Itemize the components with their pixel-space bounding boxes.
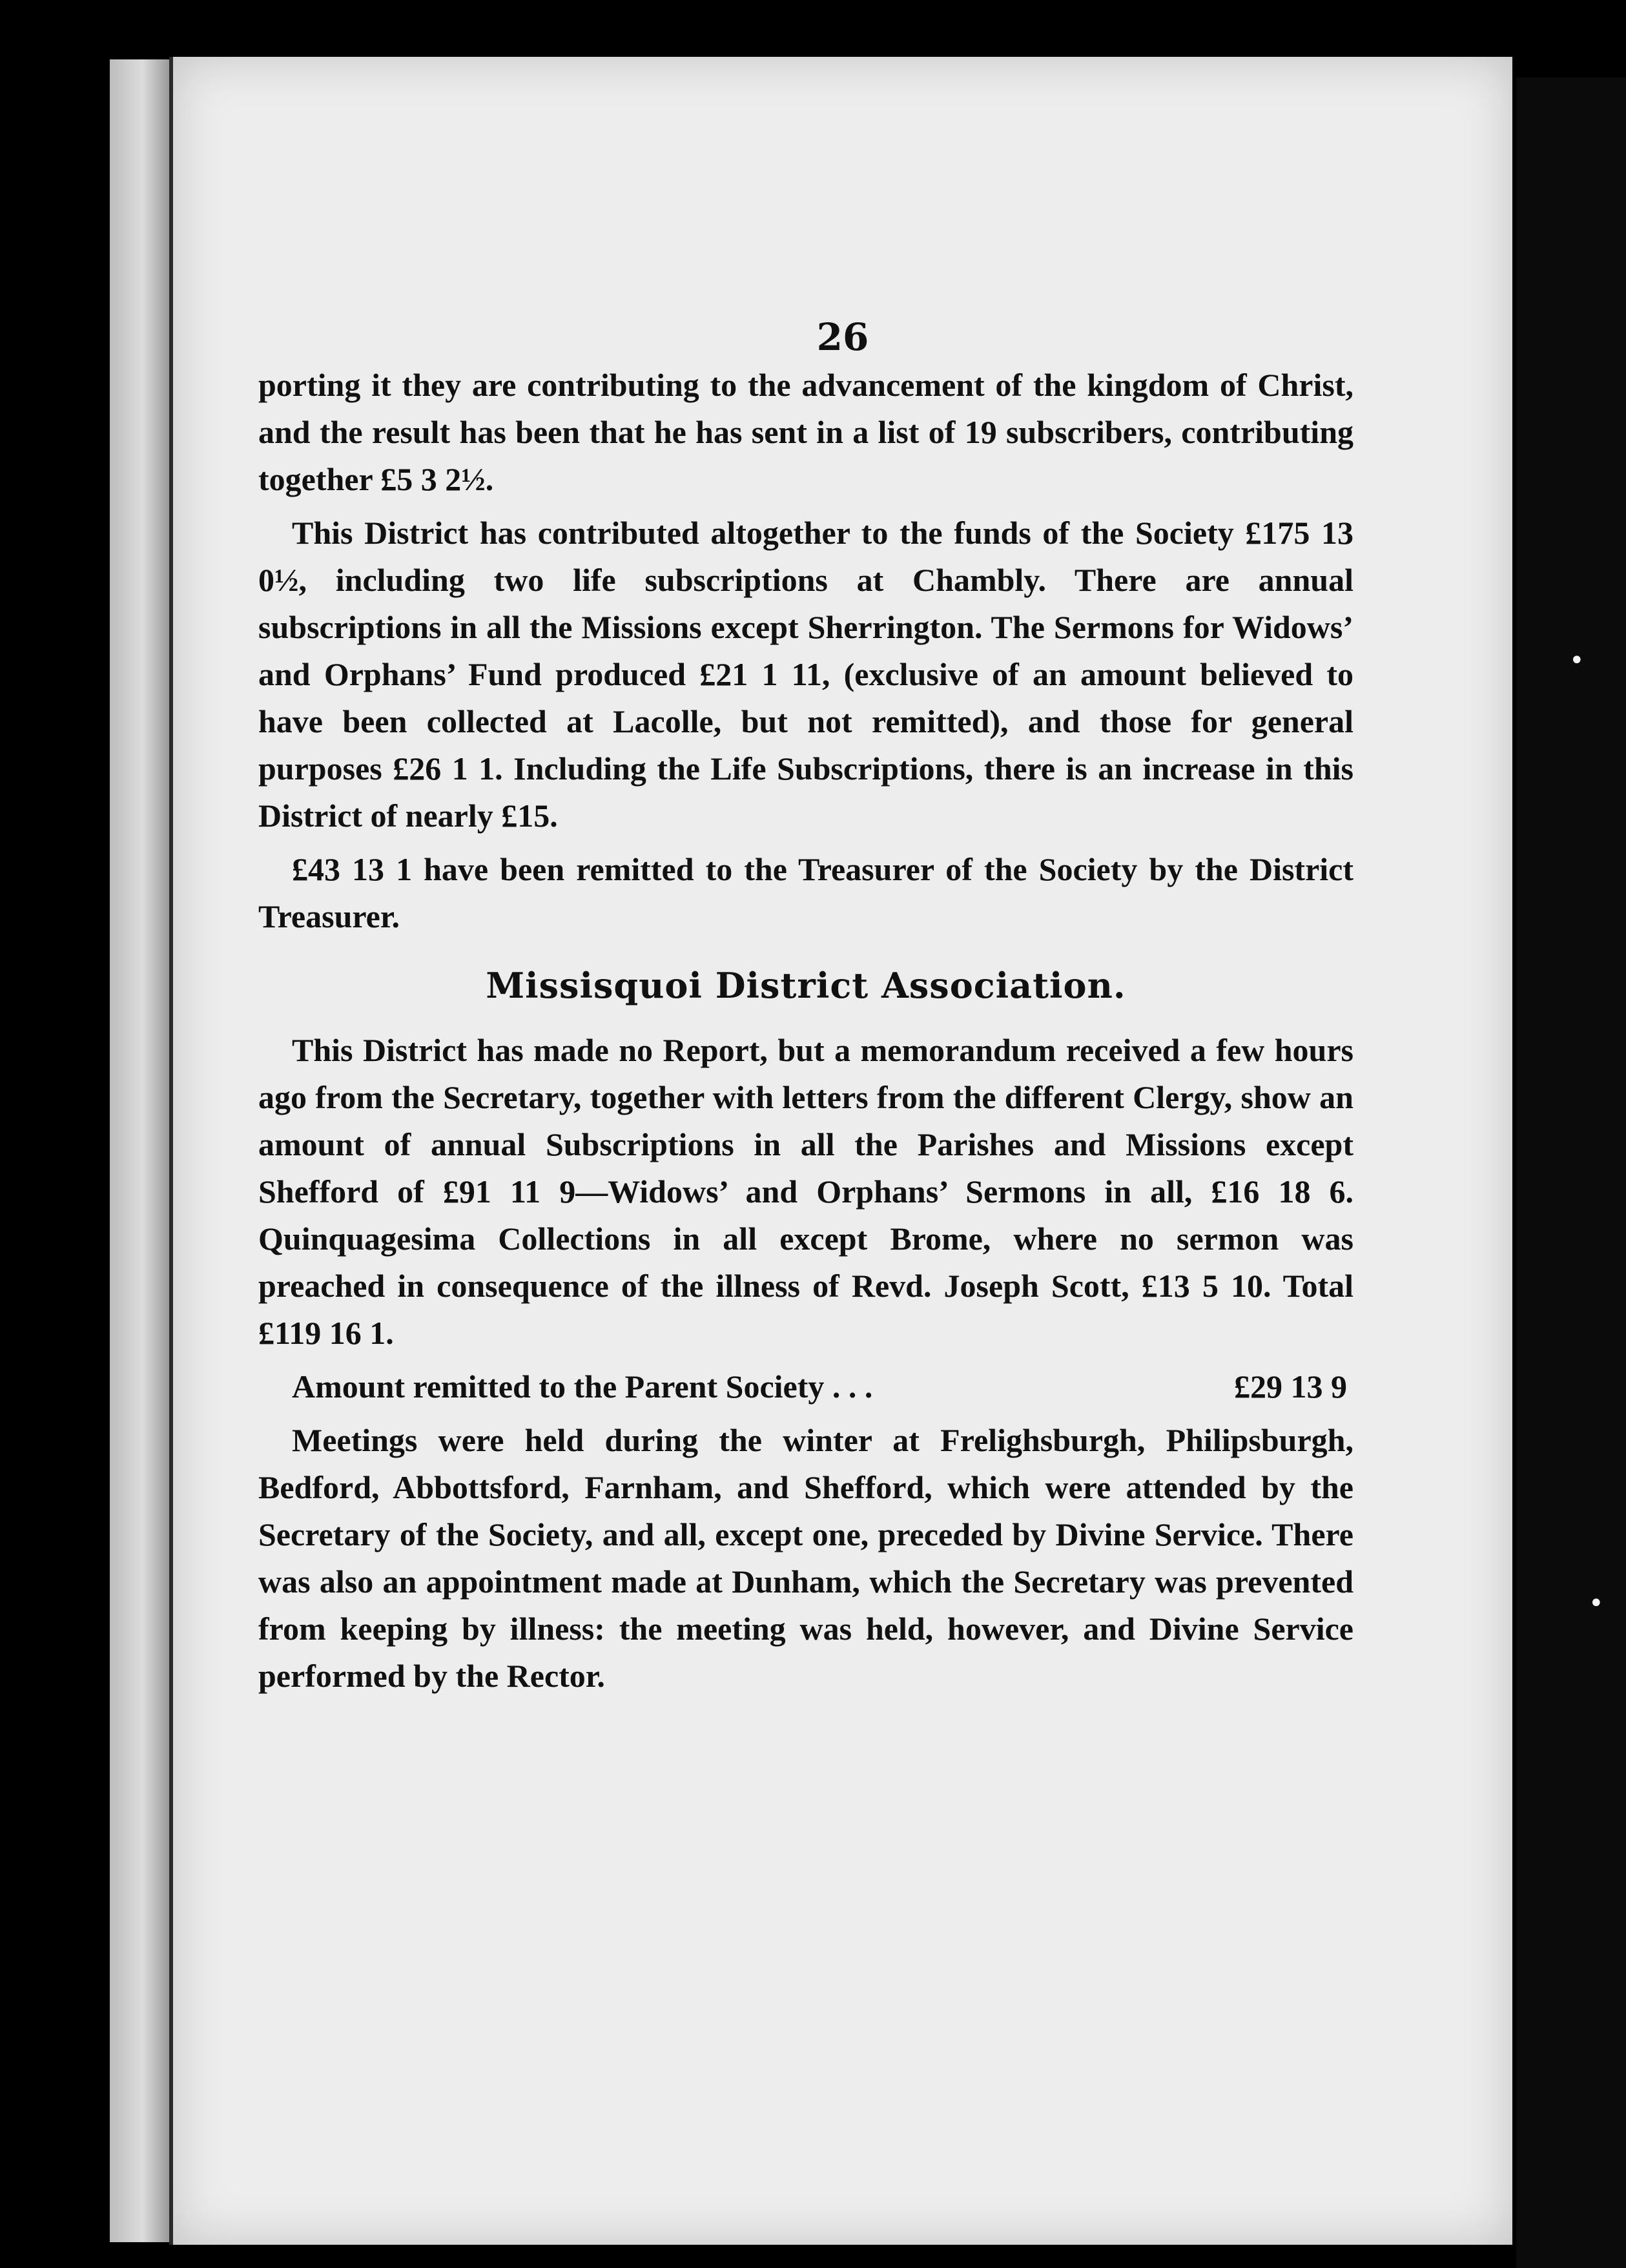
- facing-page-edge: [1516, 77, 1626, 2268]
- paragraph: This District has contributed altogether to the funds of the Society £175 13 0½, including two life subscriptions at Chambly. There are annual subscriptions in all the Missions except Sherrington. The Sermons for Widows’ and Orphans’ Fund produced £21 1 11, (exclusive of an amount believed to have been collected at Lacolle, but not remitted), and those for general purposes £26 1 1. Including the Life Subscriptions, there is an increase in this District of nearly £15.: [258, 515, 1353, 834]
- page-edge: [110, 59, 169, 2242]
- paragraph: £43 13 1 have been remitted to the Treasurer of the Society by the District Treasurer.: [258, 851, 1353, 934]
- margin-mark: •: [1589, 1589, 1604, 1618]
- amount-remitted-line: [258, 1363, 1353, 1410]
- paragraph: This District has made no Report, but a memorandum received a few hours ago from the Secretary, together with letters from the different Clergy, show an amount of annual Subscriptions in all the Parishes and Missions except Shefford of £91 11 9—Widows’ and Orphans’ Sermons in all, £16 18 6. Quinquagesima Collections in all except Brome, where no sermon was preached in consequence of the illness of Revd. Joseph Scott, £13 5 10. Total £119 16 1.: [258, 1032, 1353, 1351]
- body-text: [258, 362, 1353, 1706]
- page-number: 26: [816, 315, 869, 359]
- amount-label: Amount remitted to the Parent Society . . .: [292, 1368, 873, 1405]
- amount-value: £29 13 9: [1234, 1368, 1347, 1405]
- paragraph: Meetings were held during the winter at Frelighsburgh, Philipsburgh, Bedford, Abbottsford, Farnham, and Shefford, which were attended by the Secretary of the Society, and all, except one, preceded by Divine Service. There was also an appointment made at Dunham, which the Secretary was prevented from keeping by illness: the meeting was held, however, and Divine Service performed by the Rector.: [258, 1422, 1353, 1694]
- section-heading: Missisquoi District Association.: [486, 965, 1126, 1006]
- paragraph: porting it they are contributing to the advancement of the kingdom of Christ, and the result has been that he has sent in a list of 19 subscribers, contributing together £5 3 2½.: [258, 367, 1353, 497]
- margin-mark: •: [1569, 646, 1585, 675]
